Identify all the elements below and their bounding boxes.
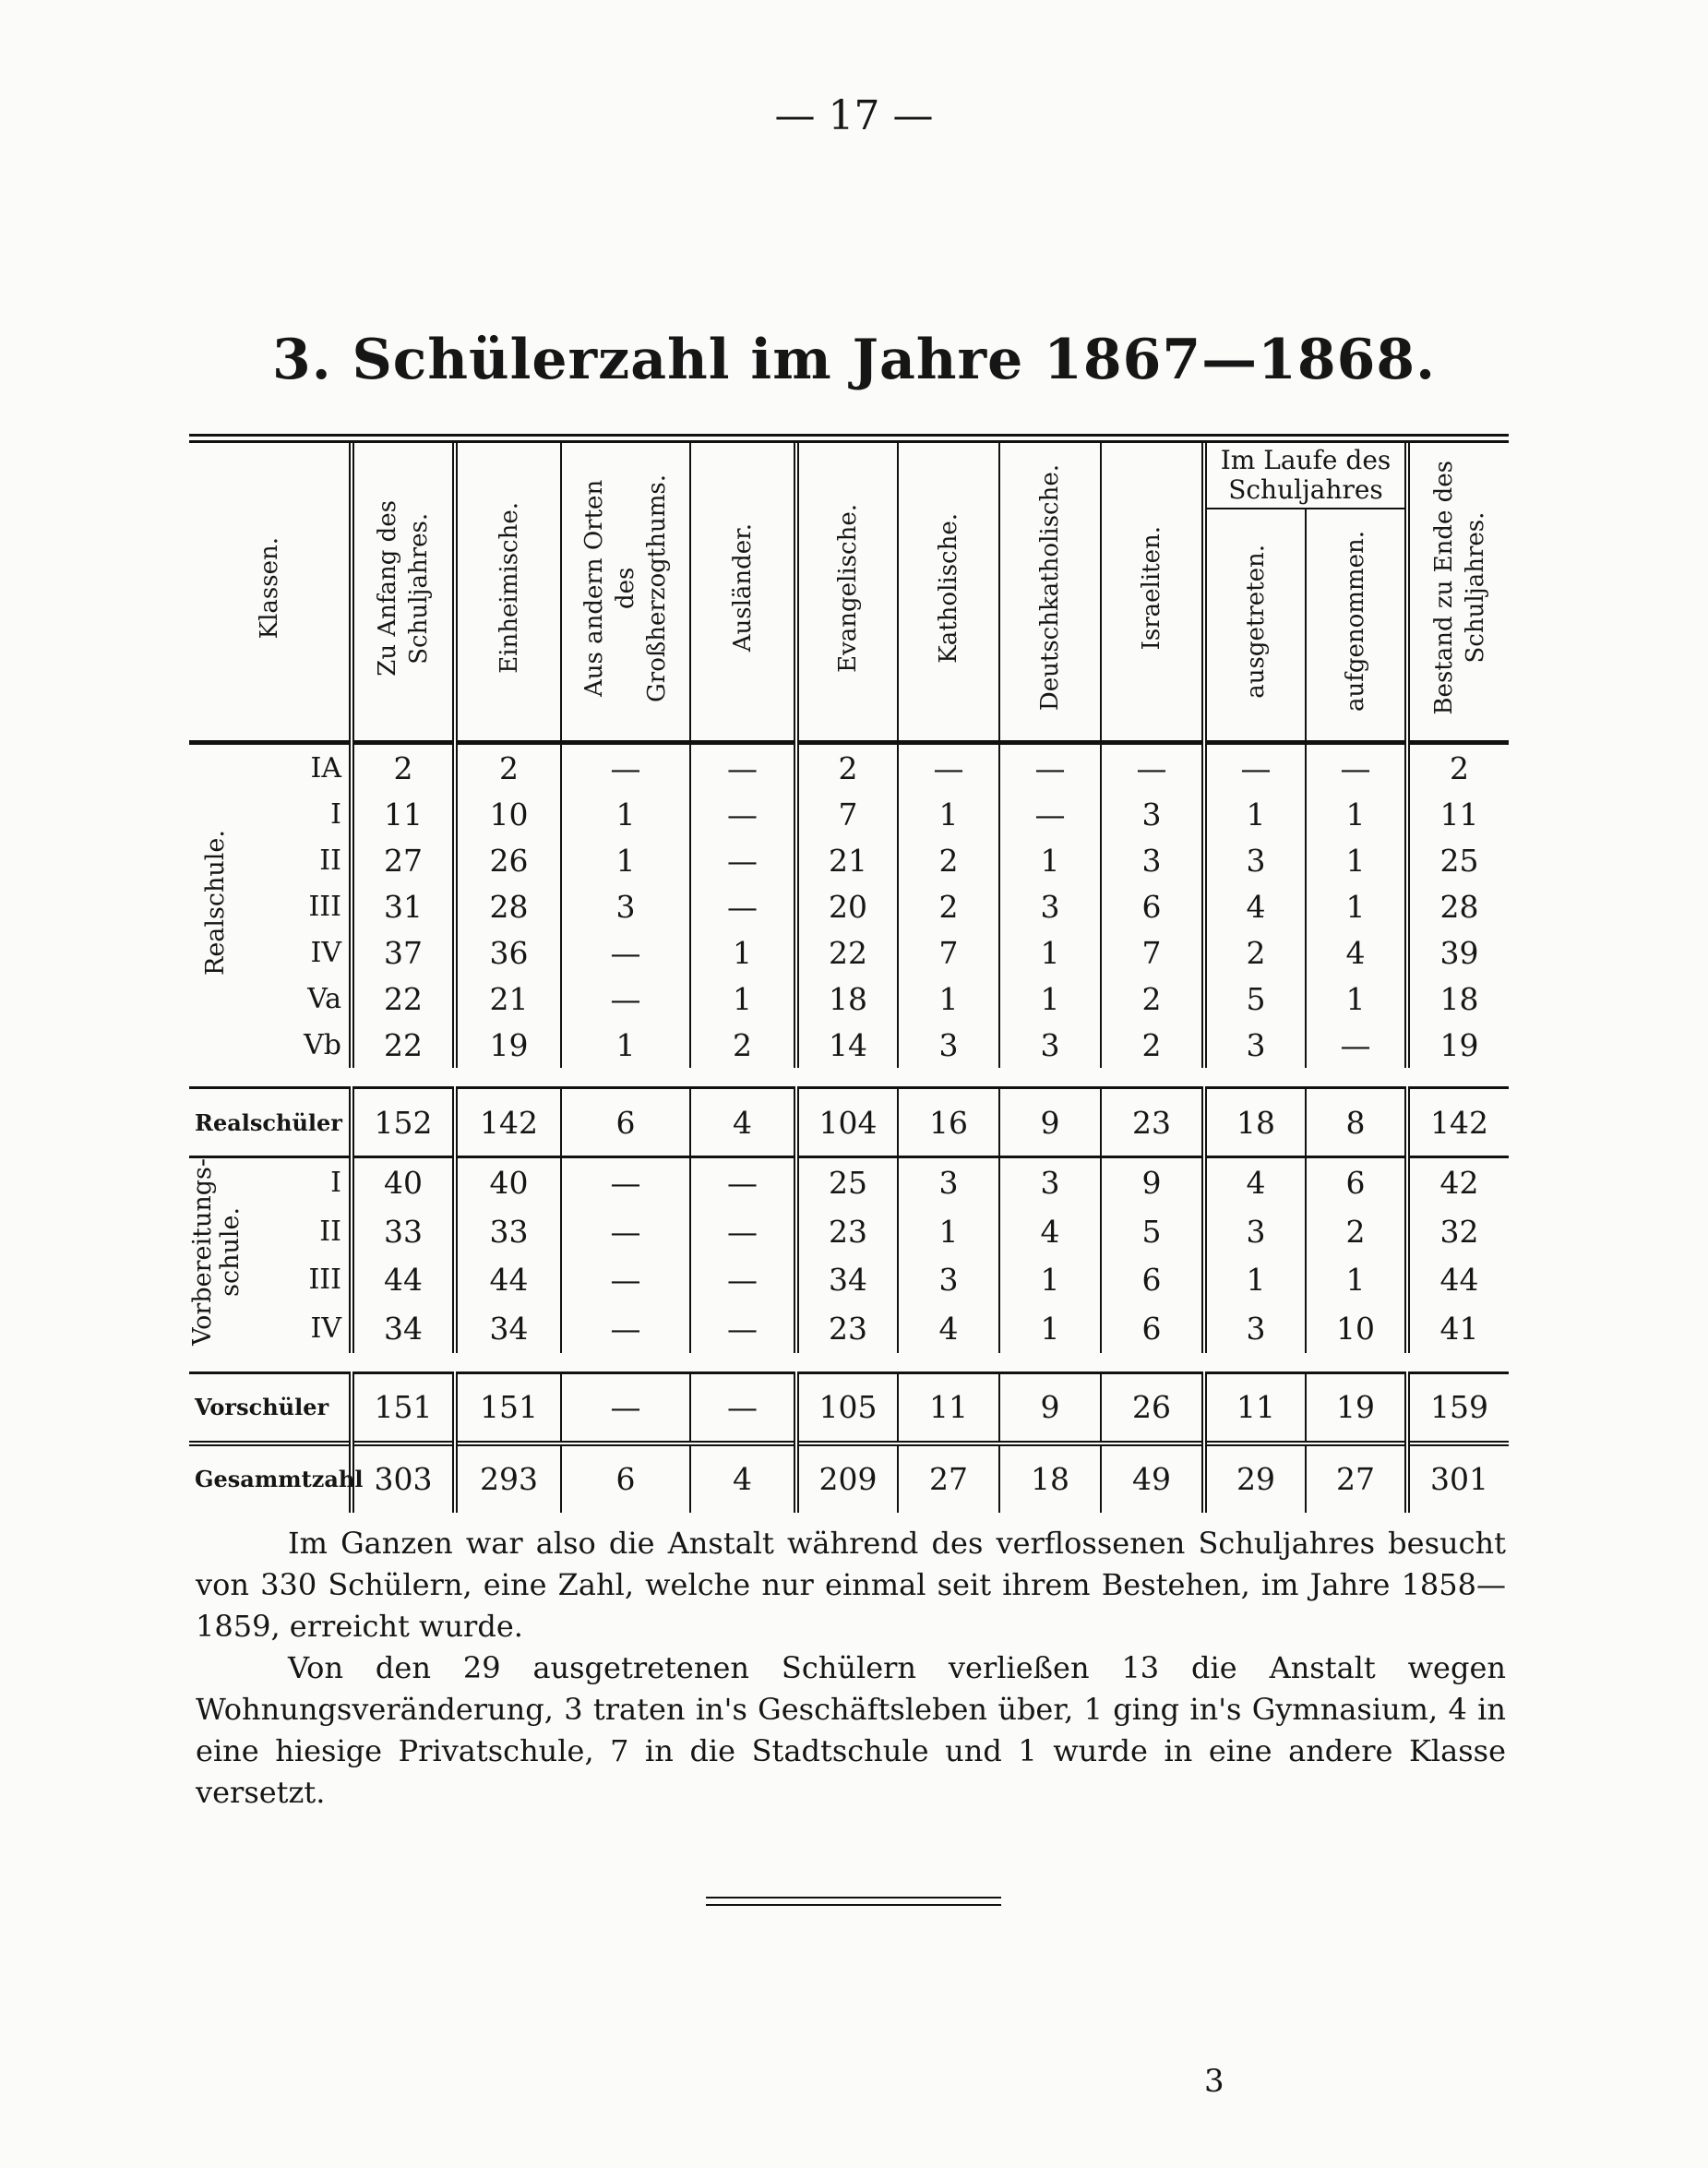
summary-cell: 49: [1101, 1443, 1204, 1513]
table-cell: 2: [455, 743, 561, 792]
table-cell: 3: [1204, 837, 1306, 883]
table-cell: 3: [898, 1157, 999, 1207]
table-cell: 41: [1407, 1304, 1509, 1353]
table-cell: 11: [352, 791, 455, 837]
table-cell: 1: [1306, 883, 1407, 929]
table-cell: 27: [352, 837, 455, 883]
table-cell: 26: [455, 837, 561, 883]
class-label: III: [308, 890, 341, 923]
table-cell: 2: [1101, 1022, 1204, 1068]
summary-cell: 142: [455, 1088, 561, 1157]
table-cell: 2: [690, 1022, 796, 1068]
table-cell: —: [561, 1207, 690, 1256]
summary-cell: 303: [352, 1443, 455, 1513]
table-cell: 3: [999, 883, 1101, 929]
table-cell: 11: [1407, 791, 1509, 837]
table-cell: 37: [352, 929, 455, 976]
table-cell: —: [690, 883, 796, 929]
summary-cell: 4: [690, 1088, 796, 1157]
table-cell: 1: [898, 1207, 999, 1256]
table-cell: —: [690, 1207, 796, 1256]
table-cell: 2: [1101, 976, 1204, 1022]
summary-cell: 18: [999, 1443, 1101, 1513]
paragraph-2: Von den 29 ausgetretenen Schülern verließen 13 die Anstalt wegen Wohnungsveränderung, 3 traten in's Geschäftsleben über, 1 ging in's Gymnasium, 4 in eine hiesige Privatschule, 7 in die Stadtschule und 1 wurde in eine andere Klasse versetzt.: [196, 1650, 1506, 1810]
table-row: [189, 929, 1509, 976]
table-cell: 1: [898, 976, 999, 1022]
table-cell: 4: [1204, 883, 1306, 929]
table-row: [189, 976, 1509, 1022]
table-cell: 3: [561, 883, 690, 929]
summary-cell: 23: [1101, 1088, 1204, 1157]
table-row: [189, 837, 1509, 883]
table-cell: 1: [690, 929, 796, 976]
table-cell: 6: [1101, 883, 1204, 929]
table-cell: —: [1306, 743, 1407, 792]
table-cell: 2: [1204, 929, 1306, 976]
summary-label: Vorschüler: [189, 1372, 352, 1443]
summary-cell: 26: [1101, 1372, 1204, 1443]
table-cell: 1: [1204, 791, 1306, 837]
table-row: [189, 1022, 1509, 1068]
divider: [706, 1897, 1001, 1898]
table-cell: 42: [1407, 1157, 1509, 1207]
summary-cell: 11: [898, 1372, 999, 1443]
table-cell: —: [898, 743, 999, 792]
page-title: 3. Schülerzahl im Jahre 1867—1868.: [271, 328, 1437, 392]
class-label: Vb: [304, 1028, 341, 1061]
table-row: [189, 743, 1509, 792]
table-cell: —: [561, 976, 690, 1022]
table-cell: 44: [1407, 1255, 1509, 1304]
summary-cell: 4: [690, 1443, 796, 1513]
table-cell: 39: [1407, 929, 1509, 976]
summary-cell: 152: [352, 1088, 455, 1157]
table-cell: —: [690, 837, 796, 883]
header-start: Zu Anfang des Schuljahres.: [352, 438, 455, 743]
table-cell: 22: [796, 929, 898, 976]
table-cell: —: [690, 743, 796, 792]
table-cell: 1: [1204, 1255, 1306, 1304]
header-left: ausgetreten.: [1204, 509, 1306, 743]
summary-cell: 19: [1306, 1372, 1407, 1443]
table-row: [189, 1304, 1509, 1353]
table-cell: 1: [999, 1304, 1101, 1353]
table-cell: 21: [796, 837, 898, 883]
class-label: III: [308, 1264, 341, 1297]
table-cell: 3: [1204, 1207, 1306, 1256]
summary-row: [189, 1372, 1509, 1443]
header-german-catholic: Deutschkatholische.: [999, 438, 1101, 743]
table-cell: 32: [1407, 1207, 1509, 1256]
table-cell: 1: [999, 1255, 1101, 1304]
table-cell: —: [690, 1304, 796, 1353]
table-cell: 3: [999, 1022, 1101, 1068]
summary-cell: 9: [999, 1372, 1101, 1443]
table-cell: 6: [1101, 1255, 1204, 1304]
table-cell: 40: [455, 1157, 561, 1207]
class-label: IA: [310, 751, 341, 785]
class-label: Va: [307, 982, 341, 1015]
table-cell: 31: [352, 883, 455, 929]
table-cell: 44: [455, 1255, 561, 1304]
table-cell: 2: [796, 743, 898, 792]
summary-cell: 8: [1306, 1088, 1407, 1157]
summary-cell: 151: [455, 1372, 561, 1443]
table-cell: 25: [796, 1157, 898, 1207]
table-cell: 34: [352, 1304, 455, 1353]
table-cell: 4: [999, 1207, 1101, 1256]
header-protestant: Evangelische.: [796, 438, 898, 743]
table-cell: 3: [898, 1255, 999, 1304]
section-label-text: Realschule.: [201, 830, 230, 976]
table-cell: 1: [1306, 837, 1407, 883]
header-other-places: Aus andern Orten des Großherzogthums.: [561, 438, 690, 743]
header-foreigners: Ausländer.: [690, 438, 796, 743]
table-cell: 1: [999, 976, 1101, 1022]
table-cell: —: [561, 1304, 690, 1353]
table-cell: 2: [1407, 743, 1509, 792]
paragraph-1: Im Ganzen war also die Anstalt während des verflossenen Schuljahres besucht von 330 Schülern, eine Zahl, welche nur einmal seit ihrem Bestehen, im Jahre 1858—1859, erreicht wurde.: [196, 1526, 1506, 1644]
table-cell: 3: [1204, 1022, 1306, 1068]
table-cell: 3: [999, 1157, 1101, 1207]
header-local: Einheimische.: [455, 438, 561, 743]
table-cell: 18: [1407, 976, 1509, 1022]
table-cell: 1: [561, 837, 690, 883]
section-label: [189, 743, 243, 1069]
table-cell: 6: [1306, 1157, 1407, 1207]
table-cell: 1: [1306, 791, 1407, 837]
table-cell: —: [561, 1255, 690, 1304]
summary-cell: 105: [796, 1372, 898, 1443]
summary-cell: 6: [561, 1088, 690, 1157]
summary-cell: 301: [1407, 1443, 1509, 1513]
table-cell: —: [690, 791, 796, 837]
table-cell: 1: [898, 791, 999, 837]
table-cell: 2: [898, 883, 999, 929]
table-cell: —: [1101, 743, 1204, 792]
table-cell: 9: [1101, 1157, 1204, 1207]
table-cell: 23: [796, 1207, 898, 1256]
spacer-row: [189, 1353, 1509, 1373]
table-cell: 28: [1407, 883, 1509, 929]
summary-cell: 159: [1407, 1372, 1509, 1443]
summary-cell: 9: [999, 1088, 1101, 1157]
statistics-table: [189, 434, 1509, 1513]
header-end: Bestand zu Ende des Schuljahres.: [1407, 438, 1509, 743]
table-cell: 5: [1204, 976, 1306, 1022]
page-number: — 17 —: [774, 92, 934, 139]
table-cell: —: [999, 743, 1101, 792]
table-cell: 20: [796, 883, 898, 929]
signature-mark: 3: [1204, 2063, 1224, 2100]
table-cell: 1: [1306, 1255, 1407, 1304]
table-row: [189, 791, 1509, 837]
summary-cell: 27: [898, 1443, 999, 1513]
class-label: II: [319, 844, 341, 877]
summary-cell: 11: [1204, 1372, 1306, 1443]
table-cell: 22: [352, 976, 455, 1022]
spacer-row: [189, 1068, 1509, 1088]
summary-cell: 6: [561, 1443, 690, 1513]
realschueler-summary: [189, 1068, 1509, 1157]
class-label: I: [330, 797, 341, 831]
table-cell: 1: [1306, 976, 1407, 1022]
vorschueler-summary: [189, 1353, 1509, 1443]
realschule-section: [189, 743, 1509, 1069]
header-catholic: Katholische.: [898, 438, 999, 743]
table-cell: 10: [1306, 1304, 1407, 1353]
summary-row: [189, 1088, 1509, 1157]
table-cell: —: [999, 791, 1101, 837]
section-label: [189, 1157, 243, 1353]
table-cell: 1: [999, 837, 1101, 883]
summary-label: Realschüler: [189, 1088, 352, 1157]
header-israelite: Israeliten.: [1101, 438, 1204, 743]
table-cell: 1: [561, 791, 690, 837]
divider: [706, 1904, 1001, 1906]
table-row: [189, 1207, 1509, 1256]
table-cell: 21: [455, 976, 561, 1022]
class-label: IV: [310, 1312, 341, 1345]
summary-cell: —: [690, 1372, 796, 1443]
table-cell: 3: [1204, 1304, 1306, 1353]
table-cell: 18: [796, 976, 898, 1022]
table-cell: 40: [352, 1157, 455, 1207]
summary-cell: —: [561, 1372, 690, 1443]
summary-cell: 18: [1204, 1088, 1306, 1157]
table-cell: 34: [455, 1304, 561, 1353]
table-cell: 19: [455, 1022, 561, 1068]
table-cell: —: [561, 1157, 690, 1207]
summary-cell: 151: [352, 1372, 455, 1443]
total-row: [189, 1443, 1509, 1513]
table-cell: 4: [1204, 1157, 1306, 1207]
table-cell: 7: [1101, 929, 1204, 976]
table-cell: —: [561, 743, 690, 792]
class-label: II: [319, 1215, 341, 1248]
table-cell: 1: [561, 1022, 690, 1068]
table-cell: 3: [1101, 837, 1204, 883]
table-cell: —: [1306, 1022, 1407, 1068]
summary-cell: 142: [1407, 1088, 1509, 1157]
table-row: [189, 883, 1509, 929]
table-cell: 5: [1101, 1207, 1204, 1256]
table-cell: 28: [455, 883, 561, 929]
table-cell: 14: [796, 1022, 898, 1068]
table-cell: 19: [1407, 1022, 1509, 1068]
table-cell: 7: [796, 791, 898, 837]
section-label-text: Vorbereitungs- schule.: [188, 1158, 245, 1346]
table-cell: 2: [1306, 1207, 1407, 1256]
class-label: I: [330, 1166, 341, 1199]
summary-cell: 209: [796, 1443, 898, 1513]
table-cell: 33: [352, 1207, 455, 1256]
table-cell: 22: [352, 1022, 455, 1068]
summary-cell: 16: [898, 1088, 999, 1157]
summary-cell: 27: [1306, 1443, 1407, 1513]
class-label: IV: [310, 936, 341, 969]
table-cell: 1: [999, 929, 1101, 976]
summary-cell: 29: [1204, 1443, 1306, 1513]
table-cell: 36: [455, 929, 561, 976]
table-cell: 4: [1306, 929, 1407, 976]
table-row: [189, 1157, 1509, 1207]
gesammtzahl-summary: [189, 1443, 1509, 1513]
summary-label: Gesammtzahl: [189, 1443, 352, 1513]
table-cell: —: [690, 1157, 796, 1207]
table-cell: —: [561, 929, 690, 976]
table-cell: 33: [455, 1207, 561, 1256]
header-admitted: aufgenommen.: [1306, 509, 1407, 743]
table-row: [189, 1255, 1509, 1304]
table-cell: 1: [690, 976, 796, 1022]
table-cell: 10: [455, 791, 561, 837]
table-cell: 7: [898, 929, 999, 976]
table-cell: 3: [1101, 791, 1204, 837]
table-cell: 44: [352, 1255, 455, 1304]
table-cell: 25: [1407, 837, 1509, 883]
vorschule-section: [189, 1157, 1509, 1353]
table-cell: 4: [898, 1304, 999, 1353]
table-cell: 34: [796, 1255, 898, 1304]
table-cell: —: [690, 1255, 796, 1304]
table-cell: 3: [898, 1022, 999, 1068]
table-cell: 6: [1101, 1304, 1204, 1353]
table-cell: 2: [352, 743, 455, 792]
table-cell: 23: [796, 1304, 898, 1353]
summary-cell: 104: [796, 1088, 898, 1157]
header-during-year: Im Laufe des Schuljahres: [1204, 438, 1407, 509]
table-cell: —: [1204, 743, 1306, 792]
table-cell: 2: [898, 837, 999, 883]
summary-cell: 293: [455, 1443, 561, 1513]
header-classes: Klassen.: [189, 438, 352, 743]
